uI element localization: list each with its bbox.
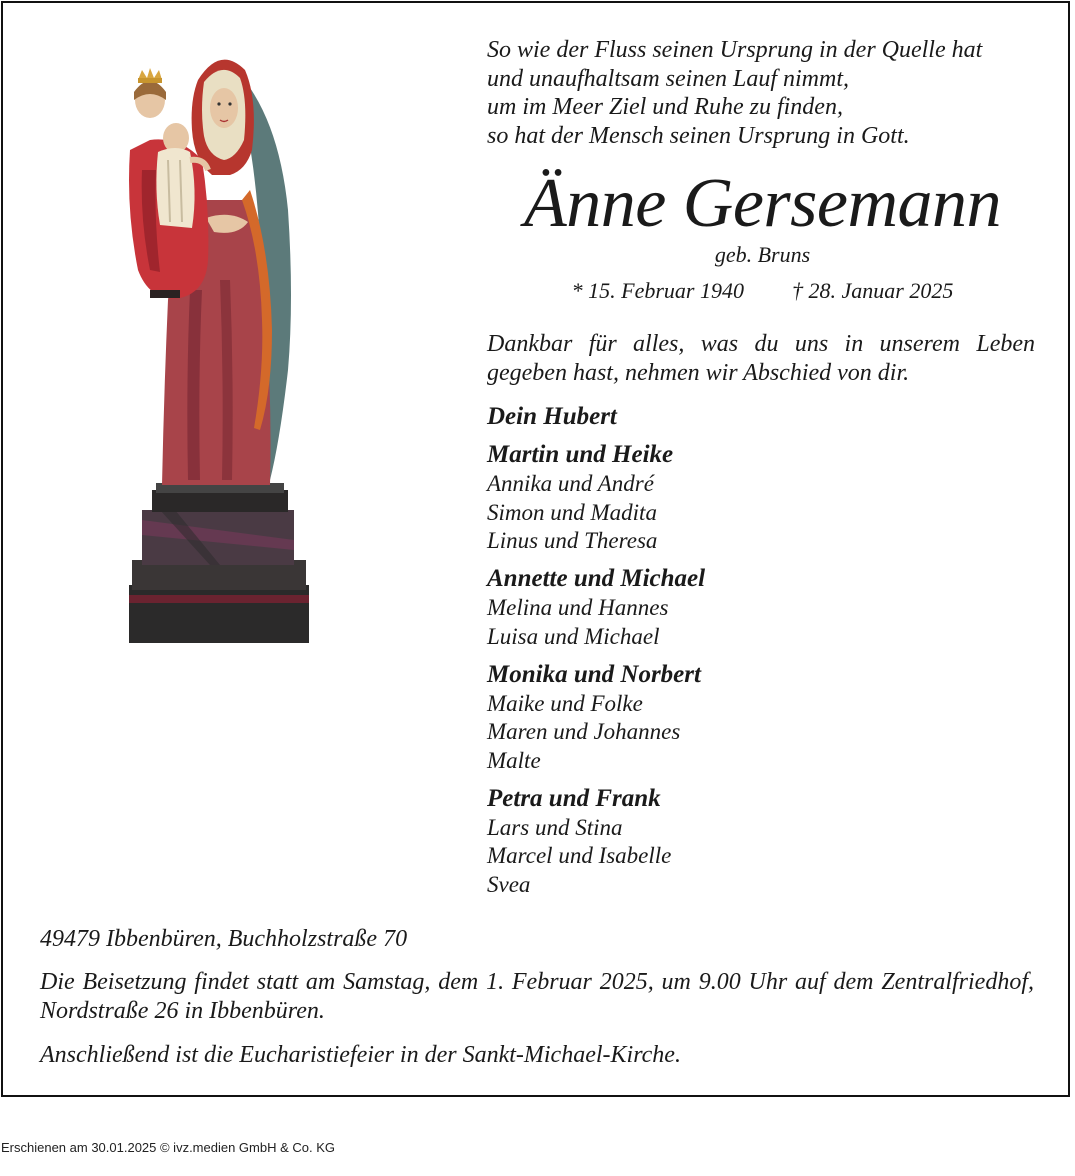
family-group-head: Martin und Heike <box>487 441 674 468</box>
death-date: † 28. Januar 2025 <box>792 278 954 303</box>
life-dates <box>470 278 1055 304</box>
deceased-name: Änne Gersemann <box>523 165 1002 242</box>
family-group <box>487 564 1047 651</box>
family-member: Linus und Theresa <box>487 528 658 554</box>
birth-date: * 15. Februar 1940 <box>571 278 744 303</box>
family-member: Melina und Hannes <box>487 595 669 621</box>
mass-text: Anschließend ist die Eucharistiefeier in der Sankt-Michael-Kirche. <box>40 1042 681 1068</box>
poem-line: So wie der Fluss seinen Ursprung in der Quelle hat <box>487 37 983 63</box>
poem-line: um im Meer Ziel und Ruhe zu finden, <box>487 94 843 120</box>
family-group <box>487 660 1047 776</box>
poem <box>487 36 1047 150</box>
poem-line: so hat der Mensch seinen Ursprung in Gott. <box>487 122 910 149</box>
poem-line: und unaufhaltsam seinen Lauf nimmt, <box>487 65 850 92</box>
family-member: Luisa und Michael <box>487 623 660 649</box>
family-member: Svea <box>487 872 531 898</box>
maiden-name: geb. Bruns <box>714 242 811 267</box>
family-list <box>487 402 1047 908</box>
family-member: Maren und Johannes <box>487 719 681 745</box>
family-member: Annika und André <box>487 471 654 496</box>
funeral-text: Die Beisetzung findet statt am Samstag, dem 1. Februar 2025, um 9.00 Uhr auf dem Zentralfriedhof, Nordstraße 26 in Ibbenbüren. <box>40 969 1034 1024</box>
family-group <box>487 784 1047 900</box>
family-member: Marcel und Isabelle <box>487 843 672 869</box>
madonna-statue-image <box>120 40 320 645</box>
family-member: Simon und Madita <box>487 499 657 525</box>
family-group-head: Dein Hubert <box>487 403 617 430</box>
family-member: Maike und Folke <box>487 690 643 716</box>
family-group <box>487 440 1047 556</box>
address: 49479 Ibbenbüren, Buchholzstraße 70 <box>40 926 408 952</box>
family-member: Malte <box>487 747 541 773</box>
family-member: Lars und Stina <box>487 814 623 840</box>
publication-footer: Erschienen am 30.01.2025 © ivz.medien GmbH & Co. KG <box>1 1140 336 1155</box>
family-group-head: Annette und Michael <box>487 565 706 593</box>
thanks-text: Dankbar für alles, was du uns in unserem Leben gegeben hast, nehmen wir Abschied von dir. <box>487 331 1035 386</box>
family-group-head: Petra und Frank <box>487 784 661 812</box>
family-group-head: Monika und Norbert <box>487 660 701 688</box>
family-group <box>487 402 1047 432</box>
